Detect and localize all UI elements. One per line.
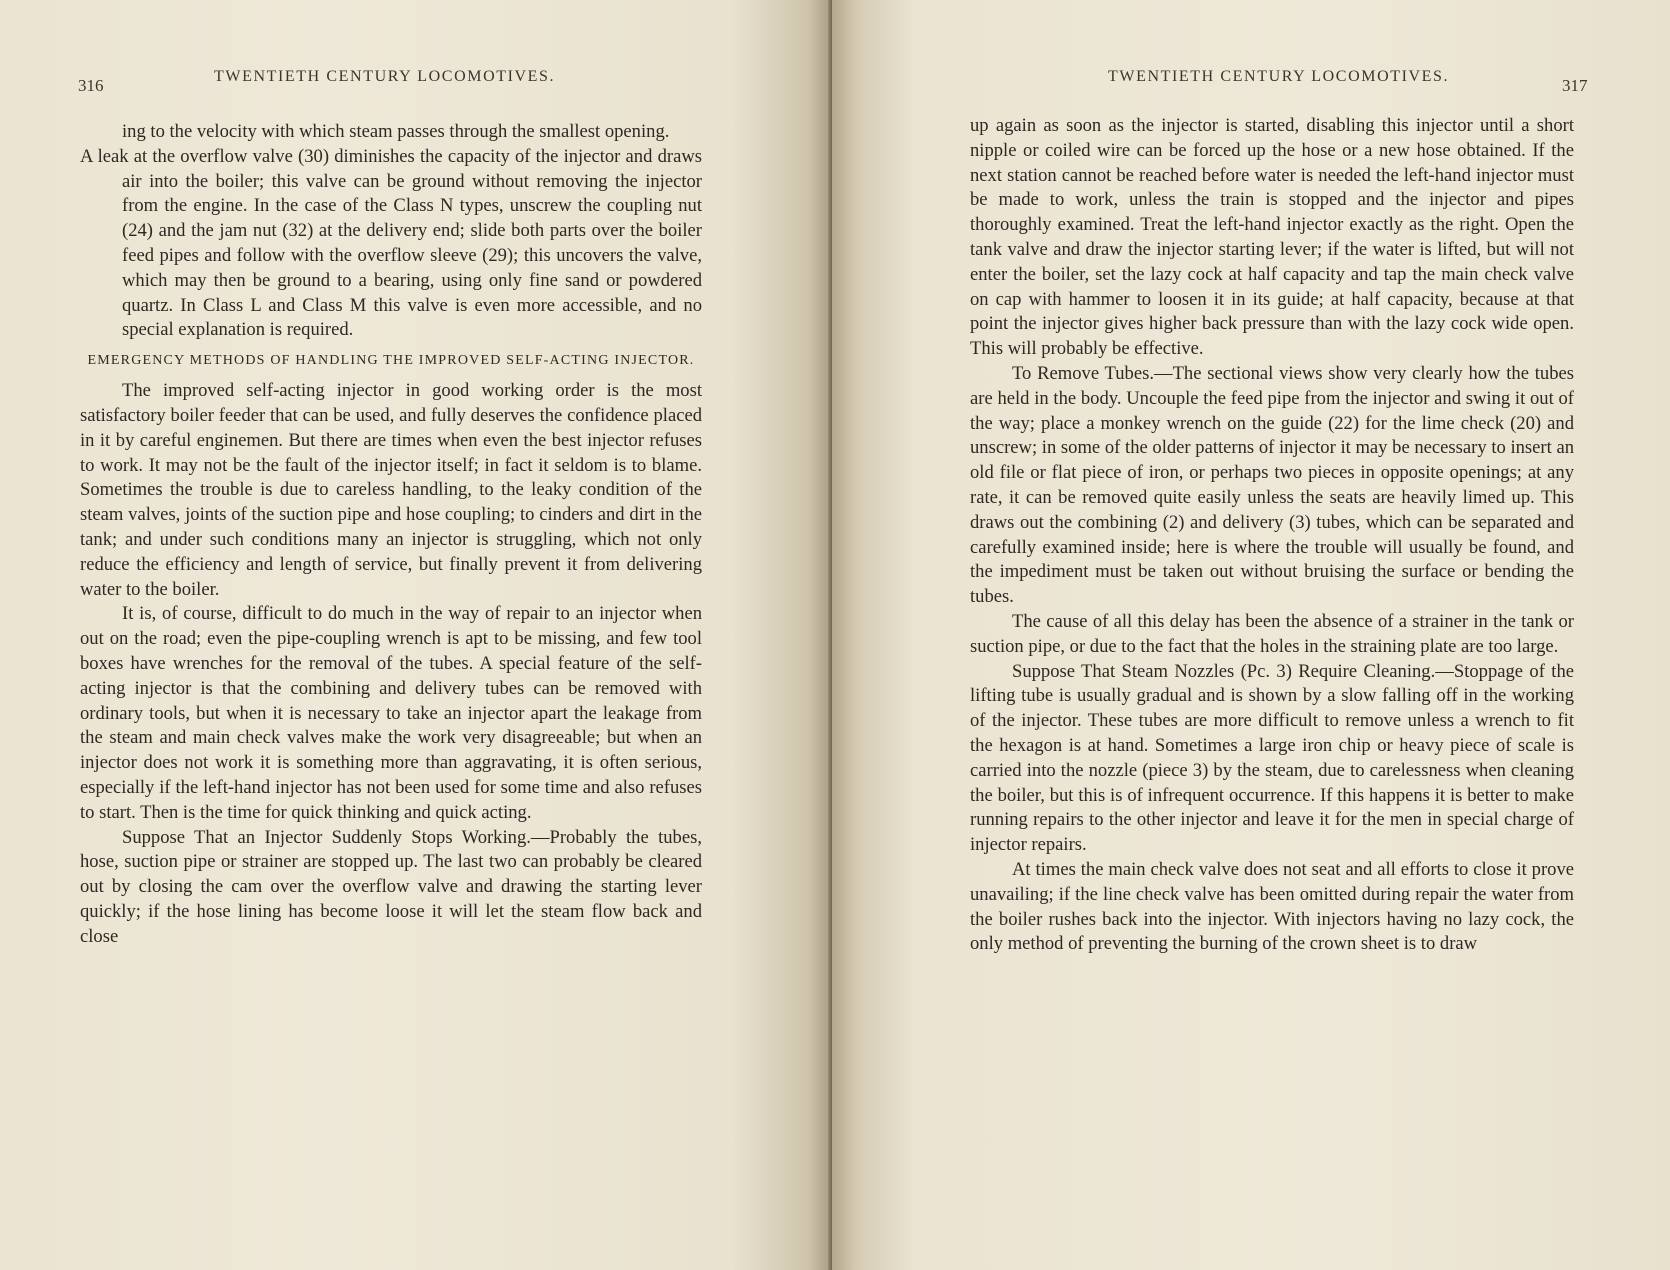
left-page-body (80, 120, 702, 950)
right-running-head: TWENTIETH CENTURY LOCOMOTIVES. (1108, 68, 1450, 85)
right-page (832, 0, 1670, 1270)
left-para-repair-on-road: It is, of course, difficult to do much in the way of repair to an injector when out on the road; even the pipe-coupling wrench is apt to be missing, and few tool boxes have wrenches for the removal of the tubes. A special feature of the self-acting injector is that the combining and delivery tubes can be removed with ordinary tools, but when it is necessary to take an injector apart the leakage from the steam and main check valves make the work very disagreeable; but when an injector does not work it is something more than aggravating, it is often serious, especially if the left-hand injector has not been used for some time and also refuses to start. Then is the time for quick thinking and quick acting. (80, 603, 702, 823)
right-page-body (970, 114, 1574, 957)
left-page-number: 316 (78, 76, 104, 95)
right-para-main-check-valve: At times the main check valve does not seat and all efforts to close it prove unavailing; if the line check valve has been omitted during repair the water from the boiler rushes back into the injector. With injectors having no lazy cock, the only method of preventing the burning of the crown sheet is to draw (970, 858, 1574, 955)
right-para-continuation: up again as soon as the injector is started, disabling this injector until a short nipple or coiled wire can be forced up the hose or a new hose obtained. If the next station cannot be reached before water is needed the left-hand injector must be made to work, unless the train is stopped and the injector and pipes thoroughly examined. Treat the left-hand injector exactly as the right. Open the tank valve and draw the injector starting lever; if the water is lifted, but will not enter the boiler, set the lazy cock at half capacity and tap the main check valve on cap with hammer to loosen it in its guide; at half capacity, because at that point the injector gives higher back pressure than with the lazy cock wide open. This will probably be effective. (970, 115, 1574, 360)
right-para-strainer: The cause of all this delay has been the absence of a strainer in the tank or suction pipe, or due to the fact that the holes in the straining plate are too large. (970, 610, 1574, 657)
left-page (0, 0, 832, 1270)
right-para-remove-tubes: To Remove Tubes.—The sectional views show very clearly how the tubes are held in the body. Uncouple the feed pipe from the injector and swing it out of the way; place a monkey wrench on the guide (22) for the lime check (20) and unscrew; in some of the older patterns of injector it may be necessary to insert an old file or flat piece of iron, or perhaps two pieces in opposite openings; at any rate, it can be removed quite easily unless the seats are heavily limed up. This draws out the combining (2) and delivery (3) tubes, which can be separated and carefully examined inside; here is where the trouble will usually be found, and the impediment must be taken out without bruising the surface or bending the tubes. (970, 362, 1574, 608)
right-para-steam-nozzles: Suppose That Steam Nozzles (Pc. 3) Require Cleaning.—Stoppage of the lifting tube is usually gradual and is shown by a slow falling off in the working of the injector. These tubes are more difficult to remove unless a wrench to fit the hexagon is at hand. Sometimes a large iron chip or heavy piece of scale is carried into the nozzle (piece 3) by the steam, due to carelessness when cleaning the boiler, but this is of infrequent occurrence. If this happens it is better to make running repairs to the other injector and leave it for the men in special charge of injector repairs. (970, 660, 1574, 856)
section-heading: EMERGENCY METHODS OF HANDLING THE IMPROVED SELF-ACTING INJECTOR. (87, 353, 695, 369)
left-para-stops-working: Suppose That an Injector Suddenly Stops Working.—Probably the tubes, hose, suction pipe or strainer are stopped up. The last two can probably be cleared out by closing the cam over the overflow valve and drawing the starting lever quickly; if the hose lining has become loose it will let the steam flow back and close (80, 826, 702, 947)
left-running-head: TWENTIETH CENTURY LOCOMOTIVES. (214, 68, 556, 85)
left-para-improved-injector: The improved self-acting injector in good working order is the most satisfactory boiler feeder that can be used, and fully deserves the confidence placed in it by careful enginemen. But there are times when even the best injector refuses to work. It may not be the fault of the injector itself; in fact it seldom is to blame. Sometimes the trouble is due to careless handling, to the leaky condition of the steam valves, joints of the suction pipe and hose coupling; to cinders and dirt in the tank; and under such conditions many an injector is struggling, which not only reduce the efficiency and length of service, but finally prevent it from delivering water to the boiler. (80, 380, 702, 600)
right-page-number: 317 (1562, 76, 1588, 95)
left-para-overflow-valve: A leak at the overflow valve (30) diminishes the capacity of the injector and draws air into the boiler; this valve can be ground without removing the injector from the engine. In the case of the Class N types, unscrew the coupling nut (24) and the jam nut (32) at the delivery end; slide both parts over the boiler feed pipes and follow with the overflow sleeve (29); this uncovers the valve, which may then be ground to a bearing, using only fine sand or powdered quartz. In Class L and Class M this valve is even more accessible, and no special explanation is required. (80, 145, 702, 341)
left-para-continuation: ing to the velocity with which steam passes through the smallest opening. (122, 121, 670, 142)
